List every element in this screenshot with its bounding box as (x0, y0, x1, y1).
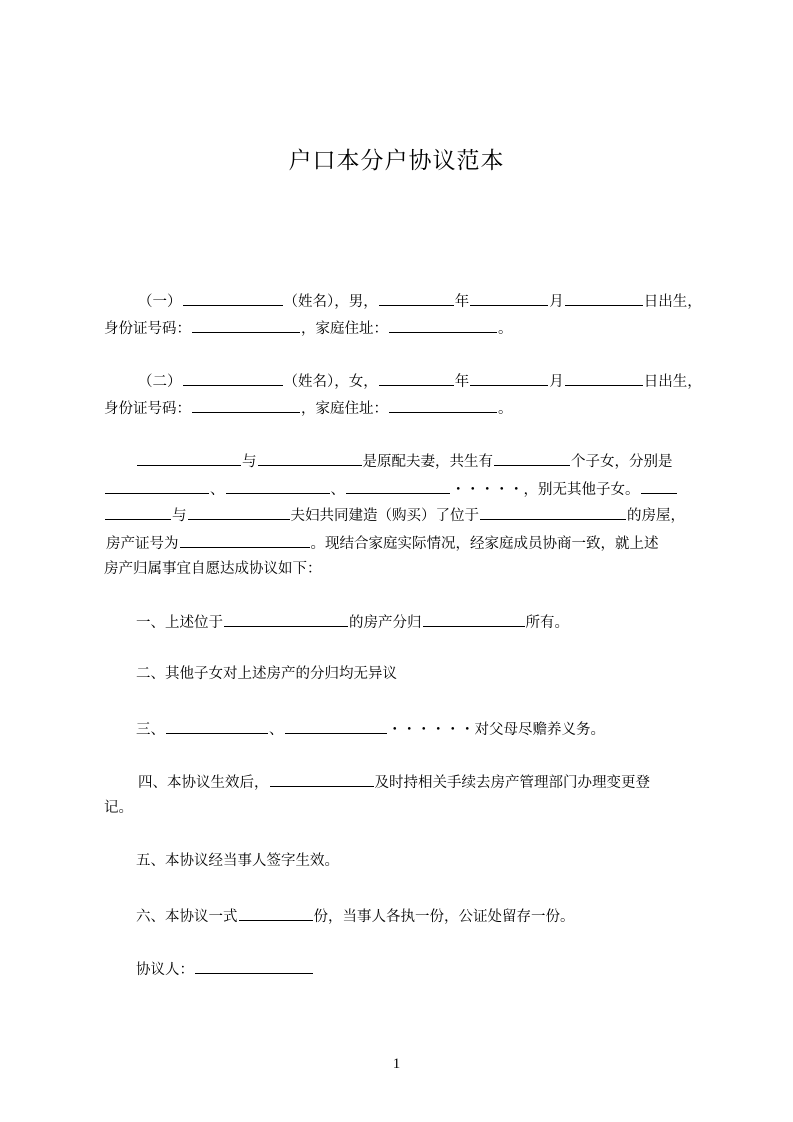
copies-label: 六、本协议一式 (136, 909, 238, 925)
item-four-continued: 记。 (104, 800, 133, 816)
month-text: 月 (549, 374, 564, 390)
deed-number-blank[interactable] (180, 532, 310, 548)
year-text: 年 (454, 294, 470, 310)
item-five: 五、本协议经当事人签字生效。 (136, 853, 339, 869)
day-blank[interactable] (565, 370, 643, 386)
address-label: ，家庭住址： (301, 401, 388, 417)
party-one-line-2 (104, 317, 513, 339)
transfer-text: 及时持相关手续去房产管理部门办理变更登 (374, 775, 650, 791)
party-two-label: （二） (138, 374, 182, 390)
owner-text: 所有。 (525, 615, 569, 631)
party-two-line-1 (138, 370, 702, 392)
parent-one-blank-end[interactable] (105, 504, 171, 520)
id-blank[interactable] (192, 397, 300, 413)
deed-number-label: 房产证号为 (106, 536, 179, 552)
parent-two-blank[interactable] (188, 504, 290, 520)
birth-text: 日出生， (643, 374, 702, 390)
party-one-label: （一） (138, 294, 182, 310)
built-house-text: 夫妇共同建造（购买）了位于 (290, 508, 479, 524)
parent-one-blank-start[interactable] (641, 478, 677, 494)
name-blank[interactable] (183, 290, 283, 306)
item-one-text: 一、上述位于 (136, 615, 223, 631)
month-text: 月 (549, 294, 564, 310)
comma-text: 、 (210, 482, 225, 498)
birth-text: 日出生， (643, 294, 702, 310)
period-text: 。 (498, 321, 513, 337)
name-blank[interactable] (183, 370, 283, 386)
family-line-1 (136, 450, 673, 472)
signature-blank[interactable] (195, 958, 313, 974)
year-text: 年 (454, 374, 470, 390)
and-text: 与 (172, 508, 187, 524)
house-location-blank[interactable] (480, 504, 626, 520)
copies-text: 份，当事人各执一份，公证处留存一份。 (313, 909, 575, 925)
family-line-2 (104, 478, 678, 500)
document-title: 户口本分户协议范本 (288, 148, 505, 174)
children-count-blank[interactable] (494, 450, 570, 466)
family-line-3 (104, 504, 685, 526)
page-number: 1 (392, 1056, 401, 1072)
address-blank[interactable] (389, 397, 497, 413)
house-location-blank[interactable] (224, 611, 348, 627)
house-assign-text: 的房产分归 (349, 615, 422, 631)
signatory-line (136, 958, 314, 980)
month-blank[interactable] (470, 290, 548, 306)
children-text: 个子女，分别是 (571, 454, 673, 470)
name-gender-text: （姓名），男， (283, 294, 378, 310)
item-three (136, 718, 605, 740)
supporter-one-blank[interactable] (166, 718, 268, 734)
agreement-intro-text: 。现结合家庭实际情况，经家庭成员协商一致，就上述 (310, 536, 659, 552)
child-two-blank[interactable] (226, 478, 330, 494)
name-gender-text: （姓名），女， (283, 374, 378, 390)
address-label: ，家庭住址： (301, 321, 388, 337)
married-text: 是原配夫妻，共生有 (362, 454, 493, 470)
copies-blank[interactable] (239, 905, 313, 921)
party-one-line-1 (138, 290, 702, 312)
id-label: 身份证号码： (104, 401, 191, 417)
id-blank[interactable] (192, 317, 300, 333)
family-line-5: 房产归属事宜自愿达成协议如下： (104, 561, 322, 577)
owner-blank[interactable] (423, 611, 525, 627)
item-three-label: 三、 (136, 722, 165, 738)
item-one (136, 611, 569, 633)
item-four (138, 771, 650, 793)
house-text: 的房屋， (627, 508, 685, 524)
comma-text: 、 (269, 722, 284, 738)
item-six (136, 905, 575, 927)
comma-text: 、 (330, 482, 345, 498)
and-text: 与 (242, 454, 257, 470)
child-three-blank[interactable] (346, 478, 450, 494)
family-line-4 (106, 532, 659, 554)
id-label: 身份证号码： (104, 321, 191, 337)
signatory-label: 协议人： (136, 962, 194, 978)
party-two-line-2 (104, 397, 513, 419)
support-duty-text: ・・・・・・对父母尽赡养义务。 (387, 722, 605, 738)
husband-blank[interactable] (137, 450, 241, 466)
no-other-children-text: ・・・・・，别无其他子女。 (451, 482, 640, 498)
year-blank[interactable] (379, 290, 454, 306)
year-blank[interactable] (379, 370, 454, 386)
wife-blank[interactable] (258, 450, 362, 466)
supporter-two-blank[interactable] (285, 718, 387, 734)
month-blank[interactable] (470, 370, 548, 386)
child-one-blank[interactable] (105, 478, 209, 494)
address-blank[interactable] (389, 317, 497, 333)
day-blank[interactable] (565, 290, 643, 306)
period-text: 。 (498, 401, 513, 417)
item-two: 二、其他子女对上述房产的分归均无异议 (136, 666, 397, 682)
registrant-blank[interactable] (270, 771, 374, 787)
item-four-text: 四、本协议生效后， (138, 775, 269, 791)
